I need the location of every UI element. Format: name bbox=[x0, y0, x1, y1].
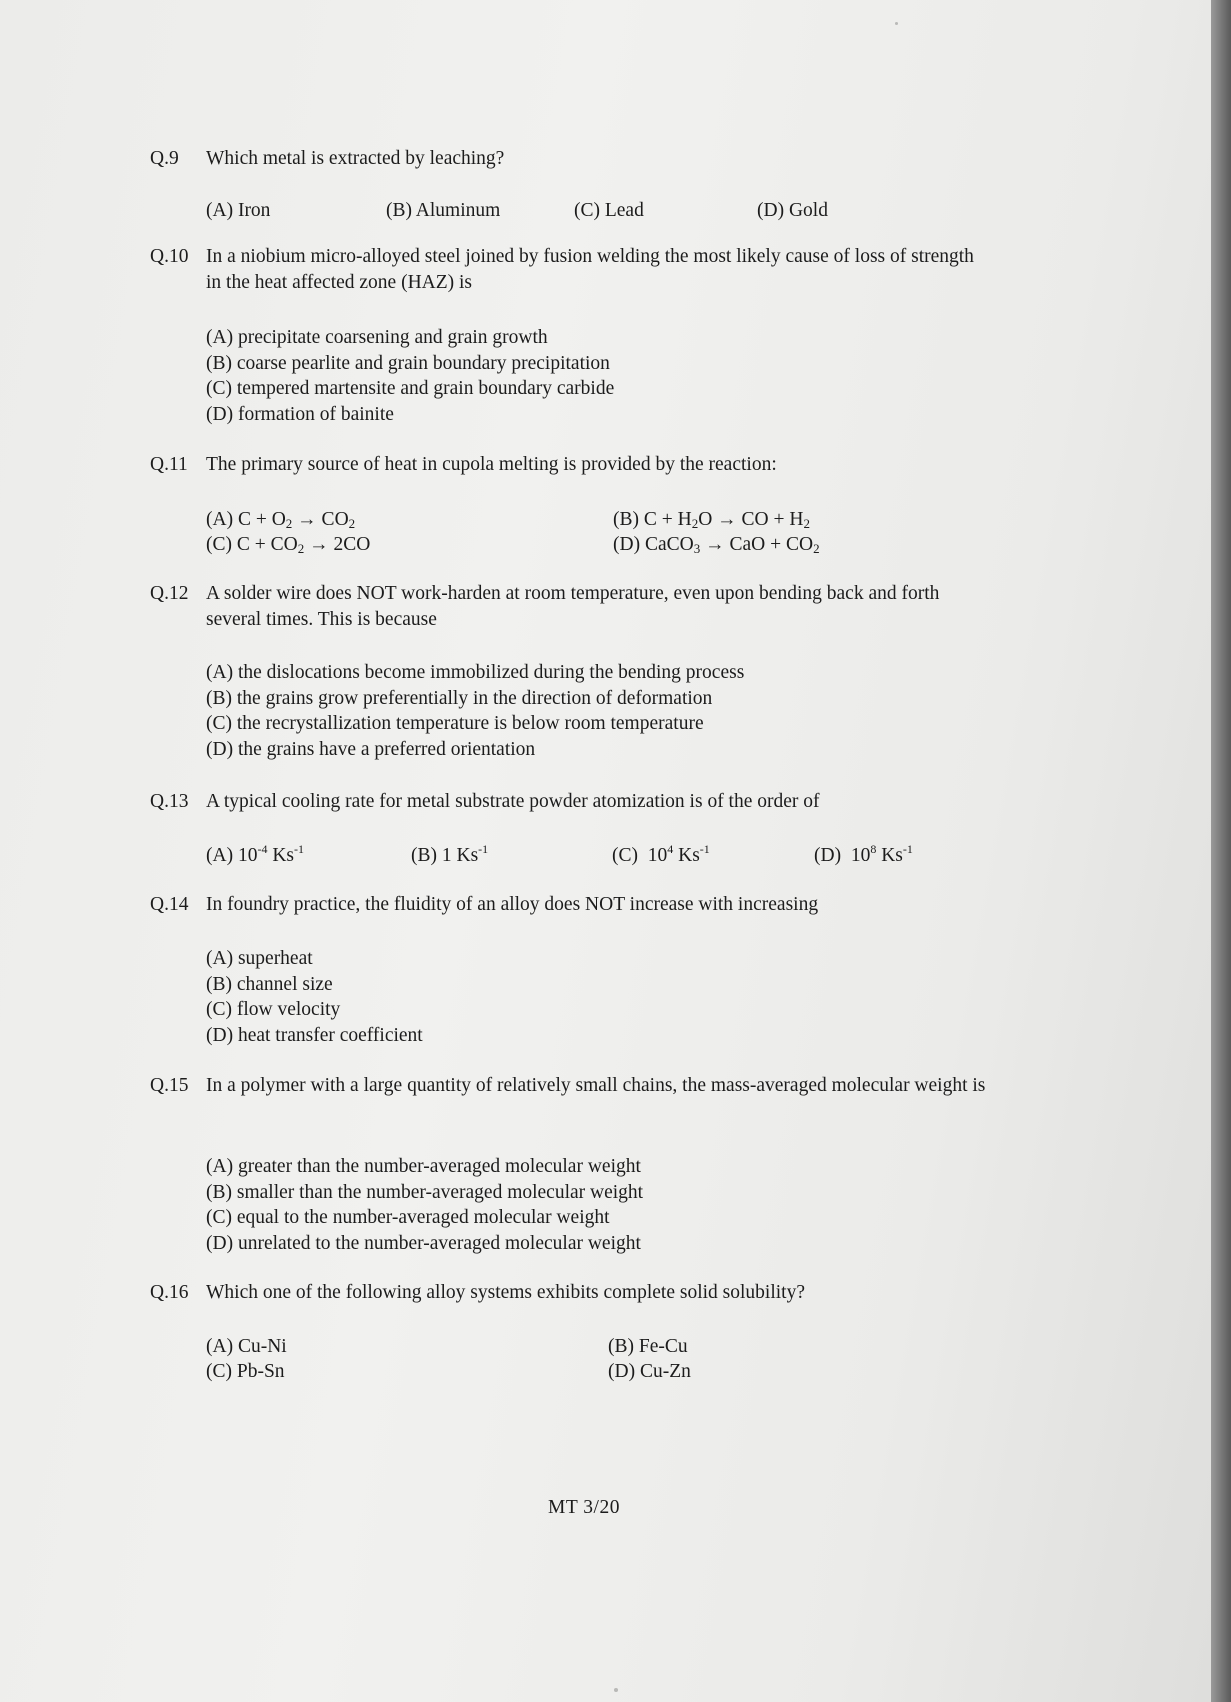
option-c: (C) $C + CO_2 \to 2CO$ bbox=[206, 534, 371, 556]
option-d: (D) Gold bbox=[757, 200, 828, 221]
option-d: (D) Cu-Zn bbox=[608, 1361, 691, 1382]
question-number: Q.12 bbox=[150, 583, 189, 604]
option-b: (B) smaller than the number-averaged molecular weight bbox=[206, 1181, 644, 1203]
question-text: The primary source of heat in cupola melting is provided by the reaction: bbox=[206, 454, 777, 475]
option-d: (D) CaCO$_3$ → CaO + $CO_2$ bbox=[613, 534, 820, 556]
option-b: (B) the grains grow preferentially in the direction of deformation bbox=[206, 687, 713, 709]
option-a: (A) precipitate coarsening and grain growth bbox=[206, 327, 548, 348]
option-d: (D) heat transfer coefficient bbox=[206, 1024, 423, 1046]
scan-edge bbox=[1211, 0, 1231, 1702]
question-number: Q.14 bbox=[150, 894, 189, 915]
option-a: (A) superheat bbox=[206, 948, 313, 969]
option-b: (B) coarse pearlite and grain boundary precipitation bbox=[206, 352, 610, 374]
question-text: In a niobium micro-alloyed steel joined by fusion welding the most likely cause of loss of strength in the heat affected zone (HAZ) is bbox=[206, 246, 974, 293]
option-d: (D) unrelated to the number-averaged molecular weight bbox=[206, 1232, 641, 1254]
page-number: MT 3/20 bbox=[548, 1497, 620, 1518]
option-b: (B) channel size bbox=[206, 973, 333, 995]
option-a: (A) Iron bbox=[206, 200, 271, 221]
question-text: In a polymer with a large quantity of relatively small chains, the mass-averaged molecular weight is bbox=[206, 1075, 986, 1096]
option-d: (D) the grains have a preferred orientation bbox=[206, 738, 536, 760]
option-a: (A) the dislocations become immobilized during the bending process bbox=[206, 662, 745, 683]
option-c: (C) Lead bbox=[574, 200, 644, 221]
option-b: (B) Aluminum bbox=[386, 200, 501, 221]
question-text: In foundry practice, the fluidity of an alloy does NOT increase with increasing bbox=[206, 894, 819, 915]
option-a: (A) Cu-Ni bbox=[206, 1336, 287, 1357]
option-a: (A) $10^{-4}$ $Ks^{-1}$ bbox=[206, 842, 304, 866]
question-text: A solder wire does NOT work-harden at room temperature, even upon bending back and forth several times. This is because bbox=[206, 583, 940, 630]
option-c: (C) the recrystallization temperature is below room temperature bbox=[206, 713, 704, 734]
question-text: Which one of the following alloy systems exhibits complete solid solubility? bbox=[206, 1282, 805, 1303]
question-number: Q.15 bbox=[150, 1075, 189, 1096]
question-number: Q.13 bbox=[150, 791, 189, 812]
option-a: (A) $C + O_2 \to CO_2$ bbox=[206, 509, 356, 531]
option-c: (C) tempered martensite and grain boundary carbide bbox=[206, 378, 615, 399]
option-c: (C) flow velocity bbox=[206, 999, 341, 1020]
option-a: (A) greater than the number-averaged molecular weight bbox=[206, 1156, 641, 1177]
question-text: Which metal is extracted by leaching? bbox=[206, 148, 505, 169]
scan-speck bbox=[614, 1688, 618, 1692]
option-d: (D) formation of bainite bbox=[206, 403, 394, 425]
option-d: (D) $10^8$ $Ks^{-1}$ bbox=[814, 842, 913, 866]
question-text: A typical cooling rate for metal substrate powder atomization is of the order of bbox=[206, 791, 820, 812]
question-number: Q.11 bbox=[150, 454, 188, 475]
question-number: Q.10 bbox=[150, 246, 189, 267]
scan-speck bbox=[895, 22, 898, 25]
option-c: (C) Pb-Sn bbox=[206, 1361, 285, 1382]
option-b: (B) 1 $Ks^{-1}$ bbox=[411, 842, 489, 866]
option-b: (B) Fe-Cu bbox=[608, 1336, 688, 1357]
option-b: (B) $C + H_2O$ → CO + $H_2$ bbox=[613, 509, 810, 531]
option-c: (C) $10^4$ $Ks^{-1}$ bbox=[612, 842, 710, 866]
option-c: (C) equal to the number-averaged molecular weight bbox=[206, 1207, 610, 1228]
question-number: Q.9 bbox=[150, 148, 179, 169]
question-number: Q.16 bbox=[150, 1282, 189, 1303]
